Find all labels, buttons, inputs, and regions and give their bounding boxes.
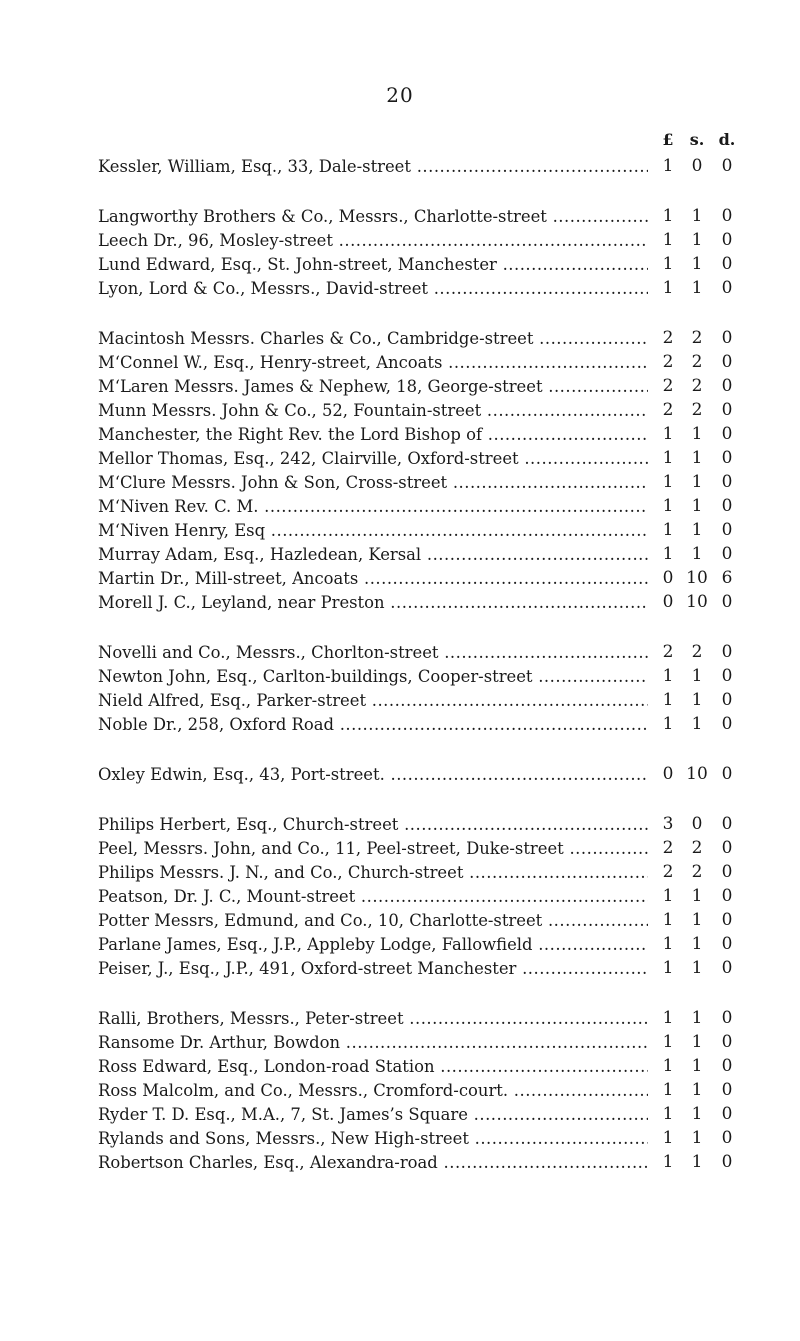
list-item	[98, 1030, 742, 1054]
list-item	[98, 470, 742, 494]
amount-cells	[654, 400, 742, 420]
list-item	[98, 762, 742, 786]
amount-cells	[654, 1152, 742, 1172]
pence-amount: 0	[721, 254, 733, 274]
amount-cells	[654, 886, 742, 906]
shillings-amount: 2	[691, 642, 703, 662]
pounds-amount: 1	[662, 520, 674, 540]
shillings-amount: 1	[691, 1152, 703, 1172]
pounds-amount: 1	[662, 690, 674, 710]
list-item	[98, 1006, 742, 1030]
shillings-amount: 1	[691, 520, 703, 540]
subscriber-name: Noble Dr., 258, Oxford Road .....	[98, 715, 648, 734]
column-header-cells	[654, 130, 742, 154]
subscriber-name: Lyon, Lord & Co., Messrs., David-street .....	[98, 279, 648, 298]
pence-amount: 0	[721, 958, 733, 978]
list-item	[98, 398, 742, 422]
list-item	[98, 276, 742, 300]
amount-cells	[654, 230, 742, 250]
pounds-amount: 1	[662, 886, 674, 906]
pence-amount: 0	[721, 1032, 733, 1052]
subscriber-name: M‘Connel W., Esq., Henry-street, Ancoats .....	[98, 353, 648, 372]
pounds-amount: 1	[662, 910, 674, 930]
subscriber-name: Langworthy Brothers & Co., Messrs., Charlotte-street .....	[98, 207, 648, 226]
shillings-amount: 1	[691, 254, 703, 274]
pence-amount: 0	[721, 448, 733, 468]
pounds-amount: 1	[662, 1056, 674, 1076]
pounds-amount: 1	[662, 1080, 674, 1100]
amount-cells	[654, 838, 742, 858]
list-item	[98, 640, 742, 664]
amount-cells	[654, 862, 742, 882]
group-spacer	[98, 980, 742, 1006]
pounds-amount: 1	[662, 1104, 674, 1124]
subscriber-name: M‘Niven Henry, Esq .....	[98, 521, 648, 540]
list-item	[98, 326, 742, 350]
pounds-amount: 3	[662, 814, 674, 834]
pounds-amount: 2	[662, 376, 674, 396]
group-spacer	[98, 736, 742, 762]
subscriber-name: Parlane James, Esq., J.P., Appleby Lodge, Fallowfield .....	[98, 935, 648, 954]
pence-amount: 0	[721, 1128, 733, 1148]
pounds-amount: 1	[662, 934, 674, 954]
amount-cells	[654, 544, 742, 564]
amount-cells	[654, 1008, 742, 1028]
amount-cells	[654, 934, 742, 954]
shillings-amount: 1	[691, 230, 703, 250]
group-spacer	[98, 786, 742, 812]
pence-amount: 0	[721, 1080, 733, 1100]
pounds-amount: 1	[662, 496, 674, 516]
list-item	[98, 712, 742, 736]
list-item	[98, 204, 742, 228]
list-item	[98, 494, 742, 518]
pence-amount: 0	[721, 520, 733, 540]
subscriber-name: M‘Niven Rev. C. M. .....	[98, 497, 648, 516]
list-item	[98, 446, 742, 470]
pence-amount: 0	[721, 1008, 733, 1028]
shillings-amount: 1	[691, 1080, 703, 1100]
shillings-amount: 1	[691, 1032, 703, 1052]
amount-cells	[654, 1056, 742, 1076]
pence-amount: 0	[721, 424, 733, 444]
amount-cells	[654, 254, 742, 274]
pounds-amount: 1	[662, 206, 674, 226]
list-item	[98, 908, 742, 932]
amount-cells	[654, 1128, 742, 1148]
shillings-amount: 2	[691, 352, 703, 372]
list-item	[98, 590, 742, 614]
shillings-amount: 2	[691, 328, 703, 348]
pence-amount: 0	[721, 910, 733, 930]
shillings-amount: 0	[691, 814, 703, 834]
pounds-amount: 2	[662, 838, 674, 858]
pence-amount: 0	[721, 642, 733, 662]
pence-amount: 0	[721, 328, 733, 348]
amount-cells	[654, 376, 742, 396]
subscriber-name: Potter Messrs, Edmund, and Co., 10, Charlotte-street .....	[98, 911, 648, 930]
shillings-amount: 2	[691, 862, 703, 882]
subscriber-name: Macintosh Messrs. Charles & Co., Cambridge-street .....	[98, 329, 648, 348]
amount-cells	[654, 424, 742, 444]
pence-amount: 0	[721, 1056, 733, 1076]
pounds-amount: 1	[662, 544, 674, 564]
entry-group	[98, 640, 742, 736]
list-item	[98, 956, 742, 980]
pence-amount: 0	[721, 862, 733, 882]
list-item	[98, 664, 742, 688]
pounds-amount: 1	[662, 156, 674, 176]
list-item	[98, 518, 742, 542]
amount-cells	[654, 592, 742, 612]
pence-amount: 0	[721, 838, 733, 858]
amount-cells	[654, 764, 742, 784]
pounds-amount: 1	[662, 714, 674, 734]
pounds-amount: 1	[662, 1032, 674, 1052]
amount-cells	[654, 1104, 742, 1124]
shillings-amount: 1	[691, 666, 703, 686]
shillings-amount: 1	[691, 1104, 703, 1124]
list-item	[98, 1054, 742, 1078]
shillings-amount: 1	[691, 886, 703, 906]
shillings-amount: 1	[691, 206, 703, 226]
shillings-amount: 1	[691, 1008, 703, 1028]
pounds-amount: 2	[662, 642, 674, 662]
subscriber-name: Lund Edward, Esq., St. John-street, Manchester .....	[98, 255, 648, 274]
pounds-amount: 1	[662, 1008, 674, 1028]
group-spacer	[98, 178, 742, 204]
subscriber-name: Ralli, Brothers, Messrs., Peter-street .....	[98, 1009, 648, 1028]
amount-cells	[654, 328, 742, 348]
pounds-amount: 1	[662, 424, 674, 444]
pounds-amount: 1	[662, 472, 674, 492]
pence-amount: 0	[721, 764, 733, 784]
subscriber-name: Murray Adam, Esq., Hazledean, Kersal .....	[98, 545, 648, 564]
shillings-column-header: s.	[689, 130, 705, 149]
pounds-amount: 0	[662, 592, 674, 612]
shillings-amount: 2	[691, 376, 703, 396]
list-item	[98, 688, 742, 712]
pence-amount: 0	[721, 496, 733, 516]
shillings-amount: 1	[691, 910, 703, 930]
subscriber-name: Oxley Edwin, Esq., 43, Port-street. .....	[98, 765, 648, 784]
amount-cells	[654, 448, 742, 468]
shillings-amount: 1	[691, 690, 703, 710]
subscriber-name: Peatson, Dr. J. C., Mount-street .....	[98, 887, 648, 906]
subscriber-name: Peiser, J., Esq., J.P., 491, Oxford-street Manchester .....	[98, 959, 648, 978]
shillings-amount: 1	[691, 1128, 703, 1148]
pounds-amount: 1	[662, 254, 674, 274]
subscriber-name: Novelli and Co., Messrs., Chorlton-street .....	[98, 643, 648, 662]
list-item	[98, 1150, 742, 1174]
shillings-amount: 1	[691, 714, 703, 734]
subscriber-name: Philips Herbert, Esq., Church-street .....	[98, 815, 648, 834]
list-item	[98, 154, 742, 178]
subscriber-name: Manchester, the Right Rev. the Lord Bishop of .....	[98, 425, 648, 444]
subscriber-name: Munn Messrs. John & Co., 52, Fountain-street .....	[98, 401, 648, 420]
shillings-amount: 1	[691, 496, 703, 516]
shillings-amount: 10	[686, 592, 708, 612]
list-item	[98, 932, 742, 956]
subscriber-name: M‘Laren Messrs. James & Nephew, 18, George-street .....	[98, 377, 648, 396]
pounds-amount: 0	[662, 764, 674, 784]
shillings-amount: 1	[691, 544, 703, 564]
amount-cells	[654, 472, 742, 492]
pence-amount: 0	[721, 666, 733, 686]
subscriber-name: Leech Dr., 96, Mosley-street .....	[98, 231, 648, 250]
entry-group	[98, 1006, 742, 1174]
pence-amount: 0	[721, 278, 733, 298]
list-item	[98, 1102, 742, 1126]
pence-amount: 0	[721, 592, 733, 612]
shillings-amount: 0	[691, 156, 703, 176]
subscriber-name: Ransome Dr. Arthur, Bowdon .....	[98, 1033, 648, 1052]
pence-amount: 0	[721, 376, 733, 396]
pounds-amount: 2	[662, 400, 674, 420]
list-item	[98, 836, 742, 860]
group-spacer	[98, 614, 742, 640]
subscriber-name: Kessler, William, Esq., 33, Dale-street .....	[98, 157, 648, 176]
pence-amount: 0	[721, 714, 733, 734]
amount-cells	[654, 568, 742, 588]
subscriber-name: Newton John, Esq., Carlton-buildings, Cooper-street .....	[98, 667, 648, 686]
list-item	[98, 542, 742, 566]
pounds-amount: 1	[662, 666, 674, 686]
pounds-amount: 1	[662, 1152, 674, 1172]
amount-cells	[654, 496, 742, 516]
pence-amount: 6	[721, 568, 733, 588]
pounds-amount: 1	[662, 448, 674, 468]
subscriber-name: Philips Messrs. J. N., and Co., Church-street .....	[98, 863, 648, 882]
entry-group	[98, 762, 742, 786]
amount-cells	[654, 1080, 742, 1100]
pence-amount: 0	[721, 230, 733, 250]
amount-cells	[654, 642, 742, 662]
shillings-amount: 1	[691, 958, 703, 978]
page-number: 20	[386, 83, 414, 107]
shillings-amount: 10	[686, 764, 708, 784]
shillings-amount: 1	[691, 424, 703, 444]
amount-cells	[654, 206, 742, 226]
entry-group	[98, 812, 742, 980]
pence-amount: 0	[721, 544, 733, 564]
pounds-amount: 1	[662, 1128, 674, 1148]
shillings-amount: 2	[691, 400, 703, 420]
shillings-amount: 1	[691, 448, 703, 468]
pounds-amount: 1	[662, 230, 674, 250]
pence-amount: 0	[721, 400, 733, 420]
pence-amount: 0	[721, 352, 733, 372]
list-item	[98, 884, 742, 908]
pence-amount: 0	[721, 206, 733, 226]
subscriber-name: Rylands and Sons, Messrs., New High-street .....	[98, 1129, 648, 1148]
subscriber-name: Ryder T. D. Esq., M.A., 7, St. James’s Square .....	[98, 1105, 648, 1124]
amount-cells	[654, 278, 742, 298]
pence-amount: 0	[721, 886, 733, 906]
shillings-amount: 1	[691, 278, 703, 298]
subscriber-name: Peel, Messrs. John, and Co., 11, Peel-street, Duke-street .....	[98, 839, 648, 858]
entry-group	[98, 204, 742, 300]
subscription-list	[98, 130, 742, 1174]
pence-amount: 0	[721, 690, 733, 710]
list-item	[98, 566, 742, 590]
subscriber-name: Ross Malcolm, and Co., Messrs., Cromford-court. .....	[98, 1081, 648, 1100]
amount-cells	[654, 520, 742, 540]
list-item	[98, 812, 742, 836]
pence-amount: 0	[721, 1104, 733, 1124]
amount-cells	[654, 910, 742, 930]
list-item	[98, 860, 742, 884]
pence-amount: 0	[721, 934, 733, 954]
pounds-amount: 1	[662, 278, 674, 298]
pence-amount: 0	[721, 1152, 733, 1172]
shillings-amount: 1	[691, 934, 703, 954]
shillings-amount: 10	[686, 568, 708, 588]
pounds-amount: 2	[662, 352, 674, 372]
shillings-amount: 1	[691, 472, 703, 492]
subscriber-name: M‘Clure Messrs. John & Son, Cross-street .....	[98, 473, 648, 492]
pounds-amount: 1	[662, 958, 674, 978]
pounds-amount: 0	[662, 568, 674, 588]
list-item	[98, 350, 742, 374]
subscriber-name: Nield Alfred, Esq., Parker-street .....	[98, 691, 648, 710]
list-item	[98, 228, 742, 252]
subscriber-name: Robertson Charles, Esq., Alexandra-road .....	[98, 1153, 648, 1172]
entry-groups	[98, 154, 742, 1174]
shillings-amount: 1	[691, 1056, 703, 1076]
list-item	[98, 1126, 742, 1150]
subscriber-name: Martin Dr., Mill-street, Ancoats .....	[98, 569, 648, 588]
amount-cells	[654, 958, 742, 978]
list-item	[98, 374, 742, 398]
pounds-amount: 2	[662, 328, 674, 348]
pence-column-header: d.	[718, 130, 736, 149]
subscriber-name: Ross Edward, Esq., London-road Station .....	[98, 1057, 648, 1076]
subscriber-name: Mellor Thomas, Esq., 242, Clairville, Oxford-street .....	[98, 449, 648, 468]
subscriber-name: Morell J. C., Leyland, near Preston .....	[98, 593, 648, 612]
list-item	[98, 252, 742, 276]
amount-cells	[654, 714, 742, 734]
entry-group	[98, 154, 742, 178]
pence-amount: 0	[721, 472, 733, 492]
list-item	[98, 1078, 742, 1102]
entry-group	[98, 326, 742, 614]
amount-cells	[654, 1032, 742, 1052]
pounds-amount: 2	[662, 862, 674, 882]
amount-cells	[654, 352, 742, 372]
pounds-column-header: £	[662, 130, 674, 149]
amount-cells	[654, 666, 742, 686]
pence-amount: 0	[721, 156, 733, 176]
shillings-amount: 2	[691, 838, 703, 858]
amount-cells	[654, 156, 742, 176]
pence-amount: 0	[721, 814, 733, 834]
list-item	[98, 422, 742, 446]
amount-cells	[654, 814, 742, 834]
group-spacer	[98, 300, 742, 326]
amount-cells	[654, 690, 742, 710]
column-header	[98, 130, 742, 154]
